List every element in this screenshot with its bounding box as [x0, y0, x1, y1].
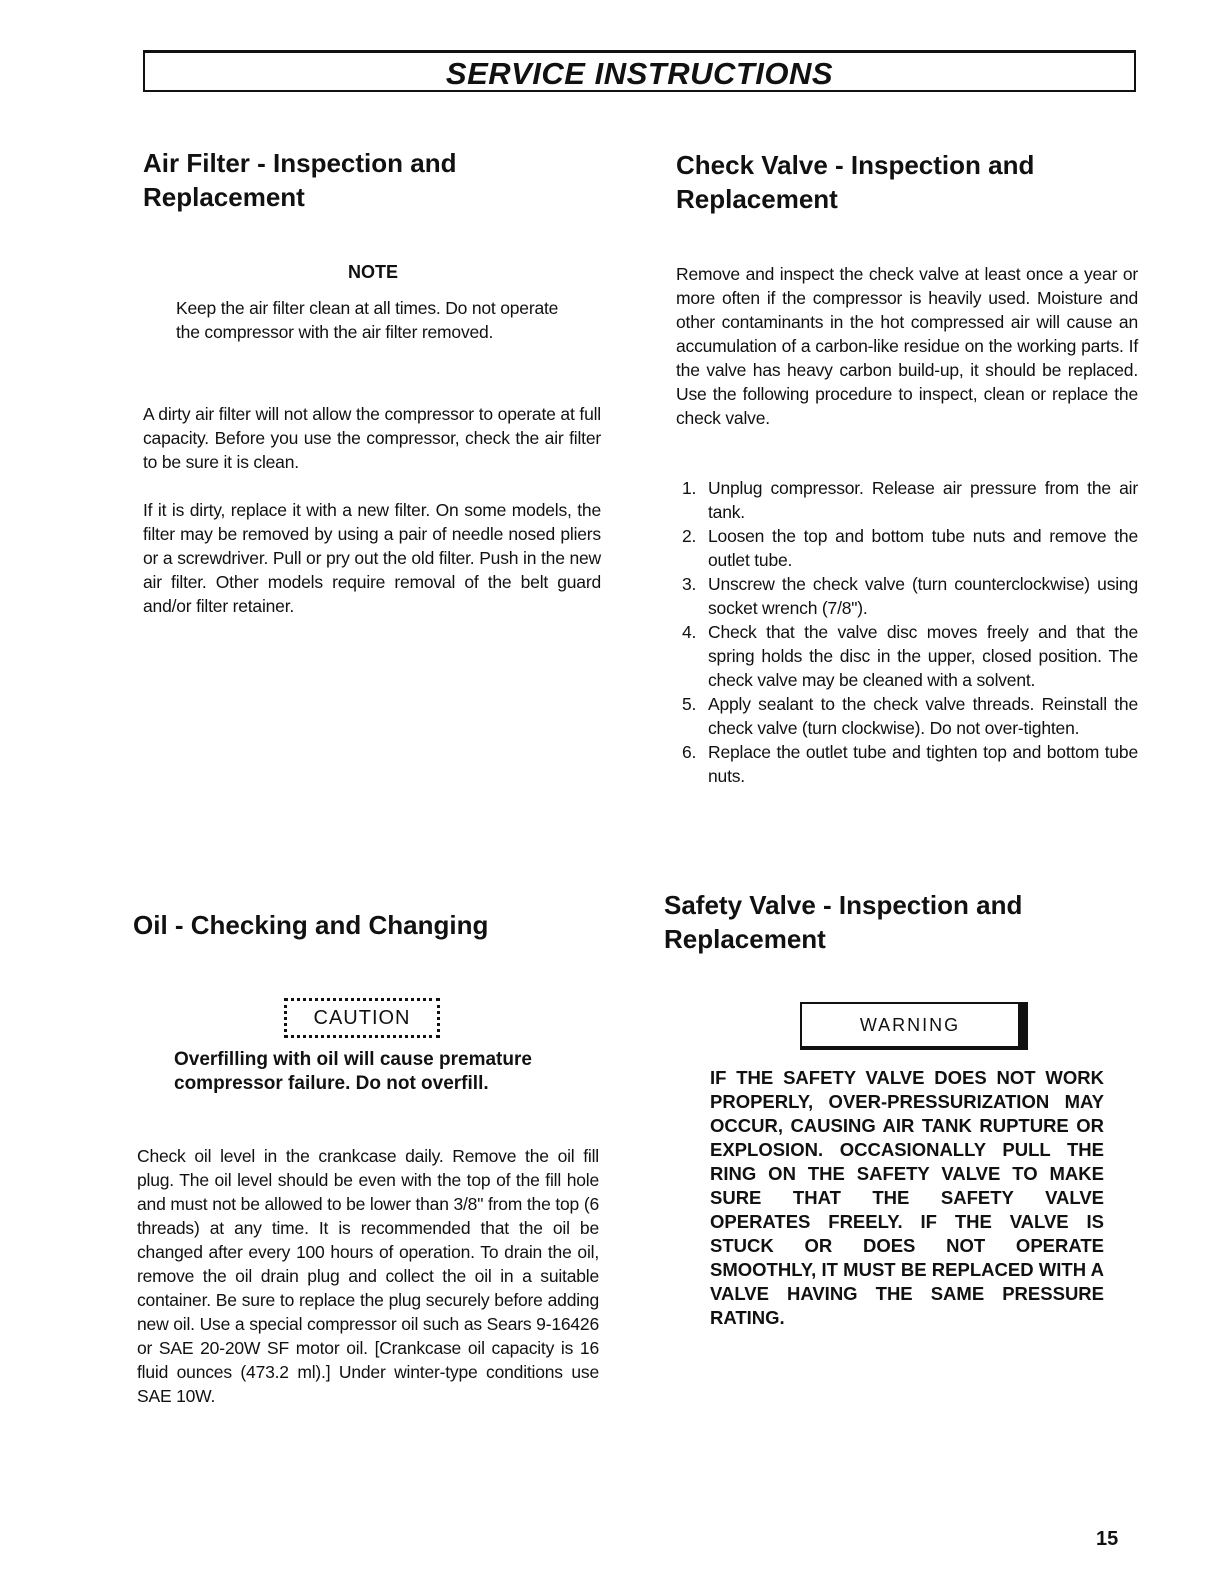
list-item [676, 524, 1138, 572]
safety-valve-heading-line2: Replacement [664, 924, 826, 954]
air-filter-heading-line1: Air Filter - Inspection and [143, 148, 457, 178]
air-filter-paragraph-1: A dirty air filter will not allow the compressor to operate at full capacity. Before you use the compressor, check the air filter to be sure it is clean. [143, 404, 601, 472]
safety-valve-heading-line1: Safety Valve - Inspection and [664, 890, 1023, 920]
list-item [676, 692, 1138, 740]
check-valve-heading [676, 148, 1034, 216]
check-valve-steps [676, 476, 1138, 788]
warning-badge [800, 1002, 1028, 1050]
check-valve-heading-line2: Replacement [676, 184, 838, 214]
step-text: Unscrew the check valve (turn counterclockwise) using socket wrench (7/8"). [708, 574, 1138, 618]
safety-valve-heading [664, 888, 1022, 956]
page-title-bar [143, 50, 1136, 92]
caution-label: CAUTION [313, 1007, 411, 1029]
list-item [676, 572, 1138, 620]
warning-label: WARNING [859, 1015, 961, 1035]
step-text: Apply sealant to the check valve threads. Reinstall the check valve (turn clockwise). Do not over-tighten. [708, 694, 1138, 738]
page-title: SERVICE INSTRUCTIONS [445, 56, 834, 91]
air-filter-heading [143, 146, 456, 214]
page-number: 15 [1096, 1528, 1119, 1550]
caution-text: Overfilling with oil will cause premature compressor failure. Do not overfill. [174, 1049, 532, 1094]
note-label: NOTE [348, 262, 399, 282]
step-text: Replace the outlet tube and tighten top and bottom tube nuts. [708, 742, 1138, 786]
warning-text: IF THE SAFETY VALVE DOES NOT WORK PROPERLY, OVER-PRESSURIZATION MAY OCCUR, CAUSING AIR TANK RUPTURE OR EXPLOSION. OCCASIONALLY PULL THE RING ON THE SAFETY VALVE TO MAKE SURE THAT THE SAFETY VALVE OPERATES FREELY. IF THE VALVE IS STUCK OR DOES NOT OPERATE SMOOTHLY, IT MUST BE REPLACED WITH A VALVE HAVING THE SAME PRESSURE RATING. [710, 1067, 1104, 1328]
note-text: Keep the air filter clean at all times. Do not operate the compressor with the air filter removed. [176, 298, 559, 342]
step-number: 2. [682, 526, 697, 546]
air-filter-heading-line2: Replacement [143, 182, 305, 212]
list-item [676, 476, 1138, 524]
oil-heading: Oil - Checking and Changing [133, 910, 489, 940]
oil-paragraph: Check oil level in the crankcase daily. Remove the oil fill plug. The oil level should be even with the top of the fill hole and must not be allowed to be lower than 3/8" from the top (6 threads) at any time. It is recommended that the oil be changed after every 100 hours of operation. To drain the oil, remove the oil drain plug and collect the oil in a suitable container. Be sure to replace the plug securely before adding new oil. Use a special compressor oil such as Sears 9-16426 or SAE 20-20W SF motor oil. [Crankcase oil capacity is 16 fluid ounces (473.2 ml).] Under winter-type conditions use SAE 10W. [137, 1146, 599, 1406]
step-text: Unplug compressor. Release air pressure from the air tank. [708, 478, 1138, 522]
step-text: Check that the valve disc moves freely and that the spring holds the disc in the upper, closed position. The check valve may be cleaned with a solvent. [708, 622, 1138, 690]
check-valve-intro: Remove and inspect the check valve at least once a year or more often if the compressor is heavily used. Moisture and other contaminants in the hot compressed air will cause an accumulation of a carbon-like residue on the working parts. If the valve has heavy carbon build-up, it should be replaced. Use the following procedure to inspect, clean or replace the check valve. [676, 264, 1138, 428]
step-number: 5. [682, 694, 697, 714]
step-number: 3. [682, 574, 697, 594]
step-number: 6. [682, 742, 697, 762]
caution-badge [284, 998, 440, 1038]
air-filter-paragraph-2: If it is dirty, replace it with a new filter. On some models, the filter may be removed by using a pair of needle nosed pliers or a screwdriver. Pull or pry out the old filter. Push in the new air filter. Other models require removal of the belt guard and/or filter retainer. [143, 500, 601, 616]
check-valve-heading-line1: Check Valve - Inspection and [676, 150, 1035, 180]
step-number: 1. [682, 478, 697, 498]
list-item [676, 620, 1138, 692]
step-number: 4. [682, 622, 697, 642]
step-text: Loosen the top and bottom tube nuts and remove the outlet tube. [708, 526, 1138, 570]
list-item [676, 740, 1138, 788]
